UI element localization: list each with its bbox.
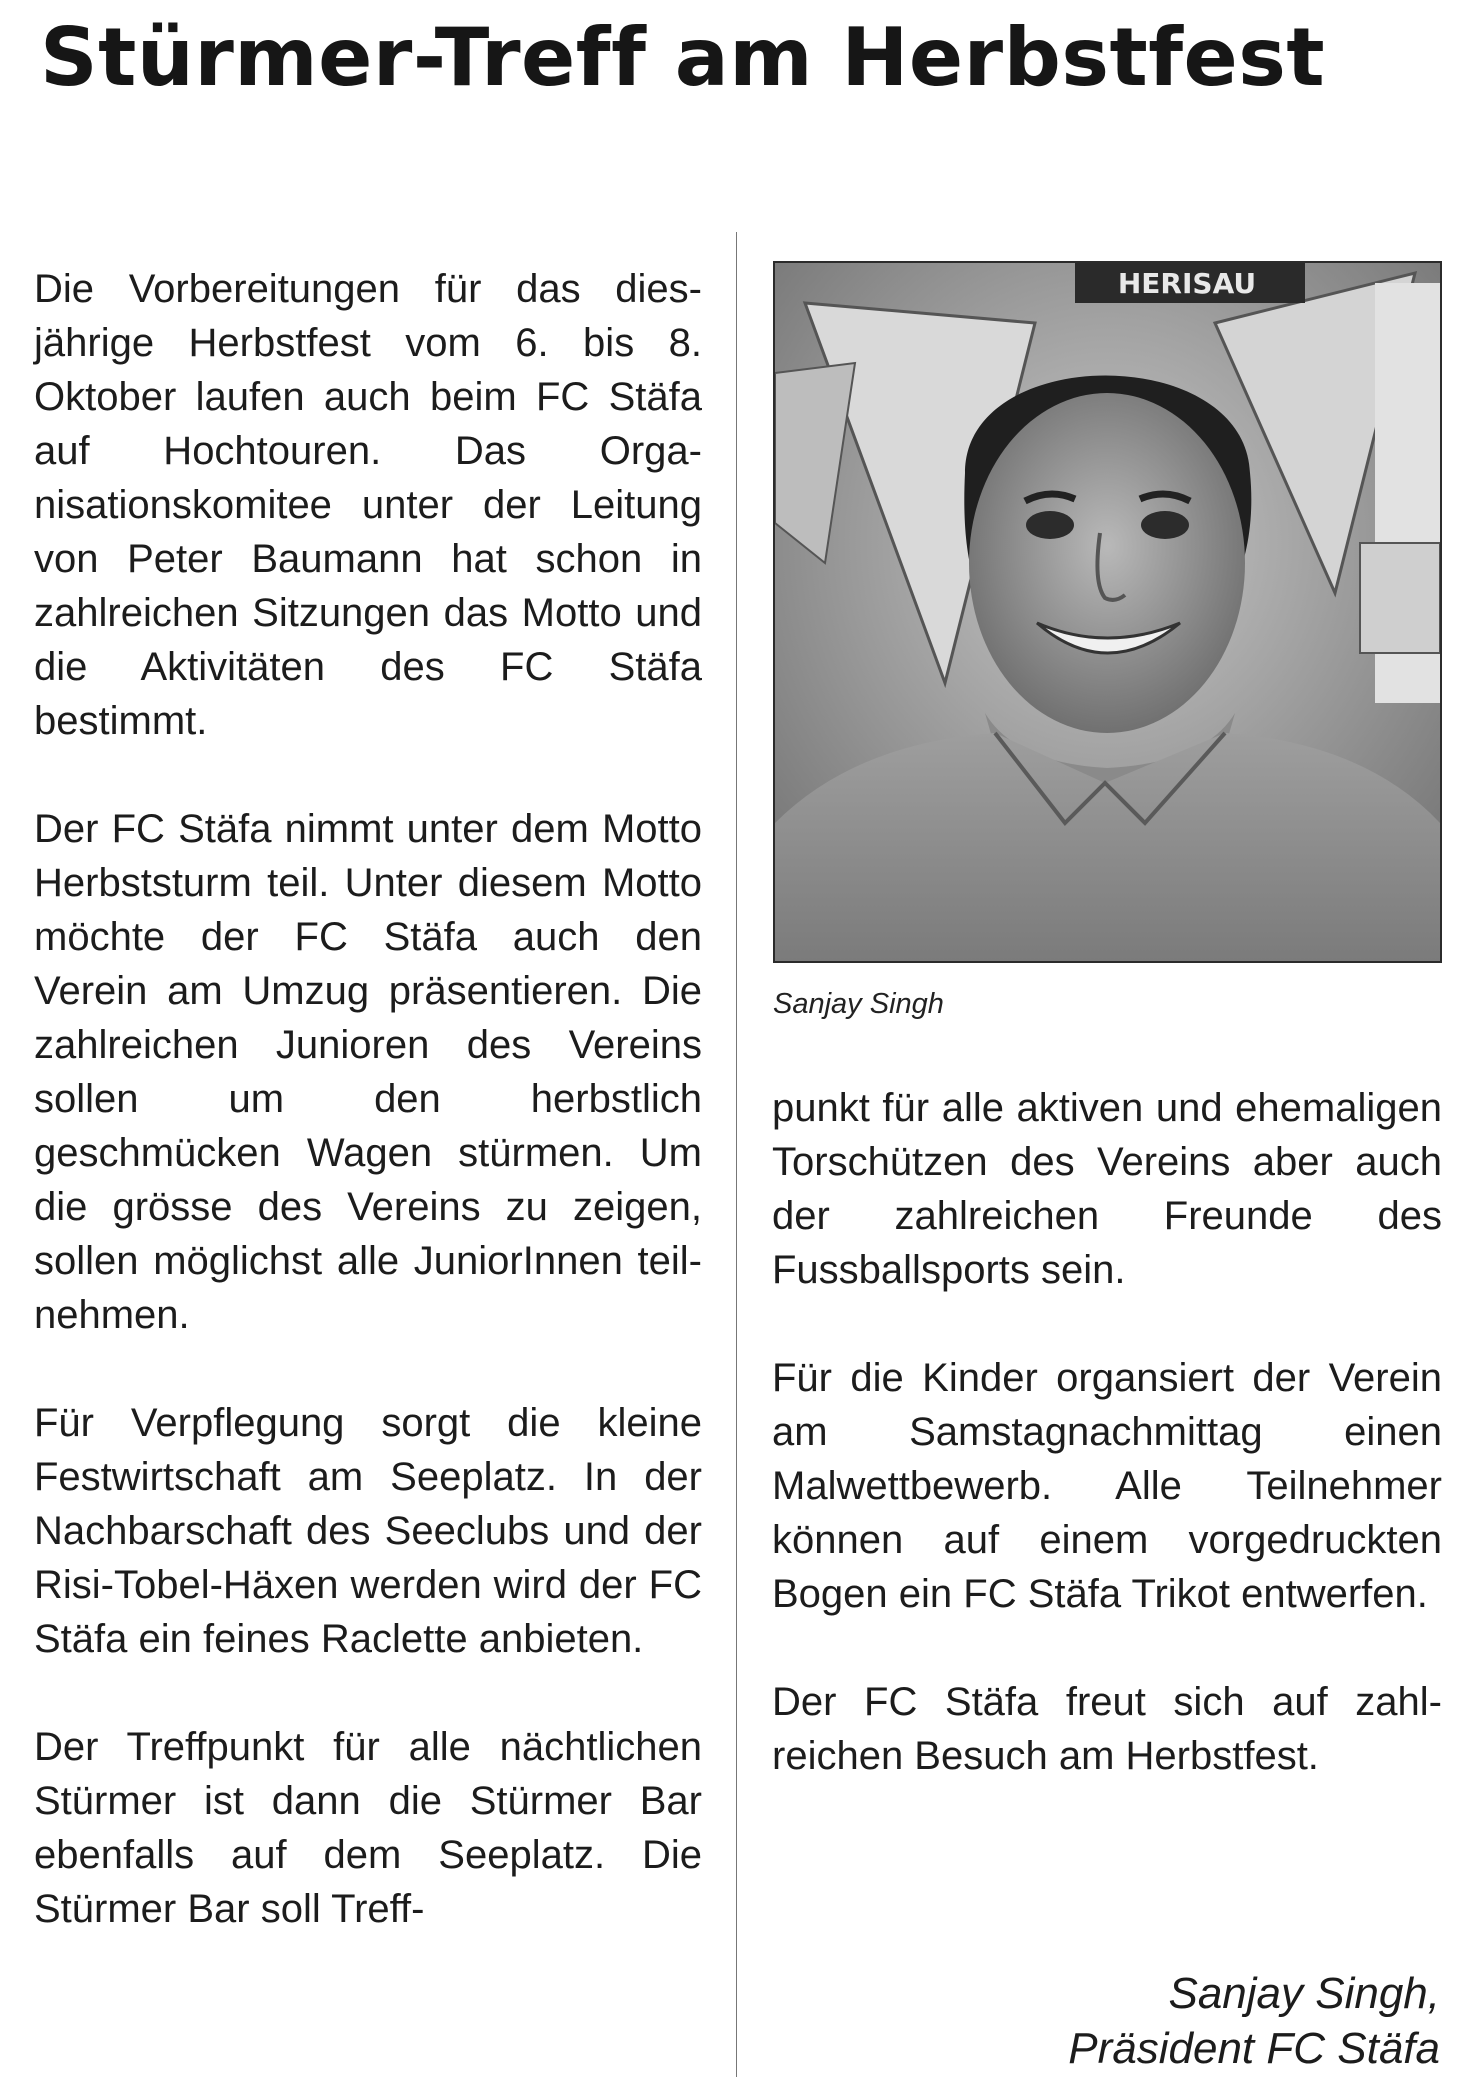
column-divider	[736, 232, 737, 2077]
paragraph-motto: Der FC Stäfa nimmt unter dem Motto Herbststurm teil. Unter diesem Motto möchte der FC Stäfa auch den Verein am Umzug präsentieren. Die zahlreichen Junioren des Vereins sollen um den herbstlich geschmücken Wagen stürmen. Um die grösse des Vereins zu zeigen, sollen möglichst alle JuniorInnen teilnehmen.	[34, 807, 702, 1337]
paragraph-catering: Für Verpflegung sorgt die kleine Festwirtschaft am Seeplatz. In der Nachbarschaft des Seeclubs und der Risi-Tobel-Häxen werden wird der FC Stäfa ein feines Raclette anbieten.	[34, 1401, 702, 1661]
signature-role: Präsident FC Stäfa	[1068, 2024, 1440, 2073]
page-title: Stürmer-Treff am Herbstfest	[40, 11, 1326, 104]
paragraph-treffpunkt-continued: punkt für alle aktiven und ehemaligen Torschützen des Vereins aber auch der zahlreichen Freunde des Fussballsports sein.	[772, 1086, 1442, 1292]
paragraph-preparations: Die Vorbereitungen für das diesjährige Herbstfest vom 6. bis 8. Oktober laufen auch beim FC Stäfa auf Hochtouren. Das Organisationskomitee unter der Leitung von Peter Baumann hat schon in zahlreichen Sitzungen das Motto und die Aktivitäten des FC Stäfa bestimmt.	[34, 267, 702, 743]
signature-name: Sanjay Singh,	[1168, 1969, 1440, 2018]
paragraph-kinder: Für die Kinder organsiert der Verein am Samstagnachmittag einen Malwettbewerb. Alle Teilnehmer können auf einem vorgedruckten Bogen ein FC Stäfa Trikot entwerfen.	[772, 1356, 1442, 1616]
paragraph-stuermer-bar: Der Treffpunkt für alle nächtlichen Stürmer ist dann die Stürmer Bar ebenfalls auf dem Seeplatz. Die Stürmer Bar soll Treff-	[34, 1725, 702, 1931]
right-column	[772, 1081, 1442, 1837]
left-column	[34, 262, 702, 1990]
pennant-text: HERISAU	[1117, 267, 1257, 300]
signature	[1068, 1966, 1440, 2076]
paragraph-closing: Der FC Stäfa freut sich auf zahlreichen Besuch am Herbstfest.	[772, 1680, 1442, 1778]
photo-caption: Sanjay Singh	[773, 988, 944, 1020]
portrait-photo	[773, 261, 1442, 963]
